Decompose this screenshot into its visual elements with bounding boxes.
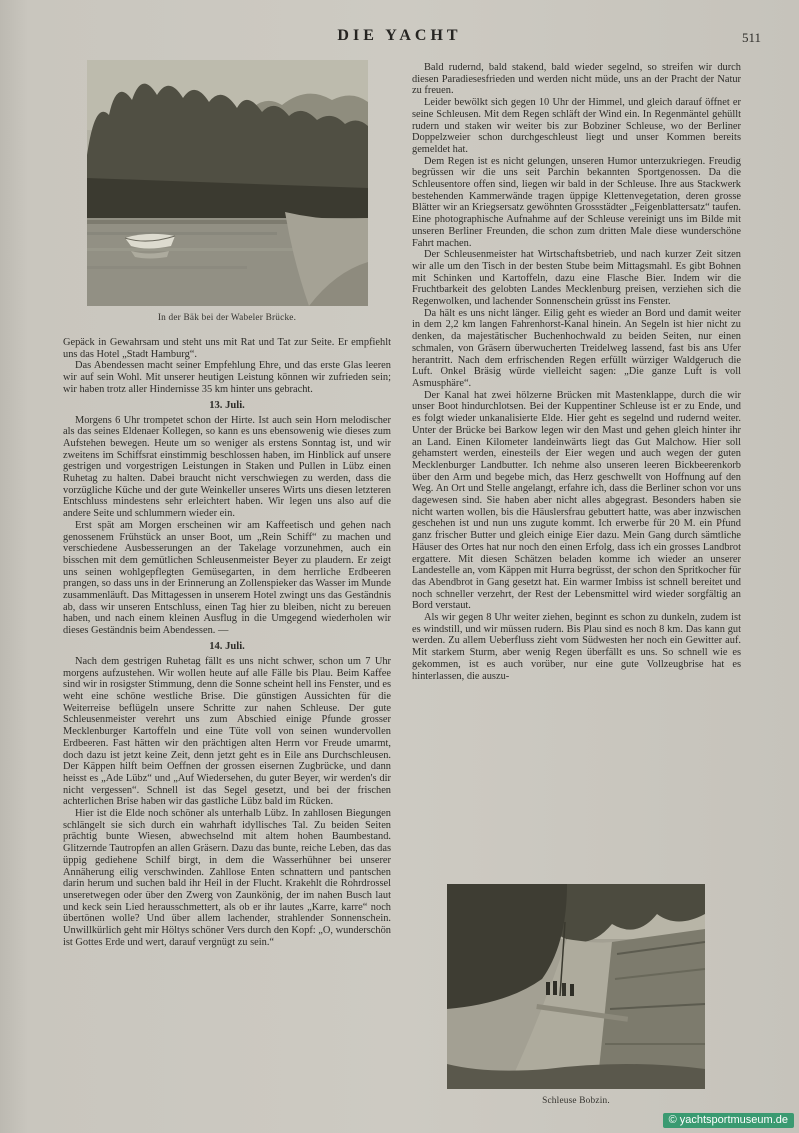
paragraph: Hier ist die Elde noch schöner als unterhalb Lübz. In zahllosen Biegungen schlängelt sie sich durch ein wahrhaft idyllisches Tal. Zu beiden Seiten prächtig bunte Wiesen, abwechselnd mit altem hohen Baumbestand. Glitzernde Tautropfen an allen Gräsern. Dazu das bunte, reiche Leben, das das üppig gediehene Schilf birgt, in dem die Wasserhühner bei unserer Annäherung eilig verschwinden. Zahllose Enten schnattern und pantschen darin herum und suchen bald ihr Heil in der Flucht. Krakehlt die Rohrdrossel unseretwegen oder über den Zwerg von Zaunkönig, der im nahen Busch laut und keck sein Lied herausschmettert, als ob er ihr lautes „Karre, karre“ noch übertönen wolle? Und über allem lachender, strahlender Sonnenschein. Unwillkürlich geht mir Höltys schöner Vers durch den Kopf: „O, wunderschön ist Gottes Erde und wert, darauf vergnügt zu sein.“ [63,808,391,948]
paragraph: Da hält es uns nicht länger. Eilig geht es wieder an Bord und damit weiter in dem 2,2 km langen Fahrenhorst-Kanal hinein. An Segeln ist hier nicht zu denken, da majestätischer Buchenhochwald zu beiden Seiten, nur einen schmalen, von Gräsern überwucherten Treidelweg lassend, fast bis ans Ufer herantritt. Nach dem erfrischenden Regen erfüllt würziger Waldgeruch die Luft. Onkel Bräsig würde vielleicht sagen: „Die ganze Luft is voll Asmusphäre“. [412,307,741,389]
paragraph: Das Abendessen macht seiner Empfehlung Ehre, und das erste Glas leeren wir auf sein Wohl. Mit unserer heutigen Leistung können wir zufrieden sein; wir haben trotz aller Hindernisse 35 km hinter uns gebracht. [63,360,391,395]
left-column-text [63,337,391,948]
paragraph: Dem Regen ist es nicht gelungen, unseren Humor unterzukriegen. Freudig begrüssen wir die uns seit Parchin bekannten Sportgenossen. Da die Schleusentore offen sind, liegen wir bald in der Schleuse. Ihre aus Stackwerk bestehenden Kammerwände tragen üppige Klettenvegetation, deren grosse Blätter wir an Kriegsersatz gewöhnten Grossstädter „Feigenblattersatz“ taufen. Eine photographische Aufnahme auf der Schleuse vereinigt uns im Bilde mit unseren Berliner Freunden, die schon zum dritten Male diese wunderschöne Fahrt machen. [412,155,741,249]
page-number: 511 [741,30,761,45]
photo-caption-top: In der Bäk bei der Wabeler Brücke. [157,313,297,323]
paragraph: Nach dem gestrigen Ruhetag fällt es uns nicht schwer, schon um 7 Uhr morgens aufzustehen. Wir wollen heute auf alle Fälle bis Plau. Beim Kaffee sind wir in rosigster Stimmung, denn die Sonne scheint hell ins Fenster, und es weht eine schöne westliche Brise. Die günstigen Aussichten für die Weiterreise beflügeln unsere Schritte zur nahen Schleuse. Der gute Schleusenmeister verehrt uns zum Abschied einige Pfunde grosser Mecklenburger Kartoffeln und eine Tüte voll von seinen wundervollen Erdbeeren. Fast hätten wir den prächtigen alten Herrn vor Freude umarmt, doch dazu ist jetzt keine Zeit, denn jetzt geht es in Eile ans Durchschleusen. Der Käppen hilft beim Oeffnen der grossen eisernen Zugbrücke, und dann heisst es „Ade Lübz“ und „Auf Wiedersehen, du guter Beyer, wir werden's dir nicht vergessen“. Schnell ist das Segel gesetzt, und bei der frischen achterlichen Brise haben wir das gastliche Lübz bald im Rücken. [63,655,391,808]
river-forest-photo-image [87,60,368,306]
paragraph: Als wir gegen 8 Uhr weiter ziehen, beginnt es schon zu dunkeln, zudem ist es windstill, und wir müssen rudern. Bis Plau sind es noch 8 km. Das kann gut werden. Zu allem Ueberfluss zieht vom Südwesten her noch ein Gewitter auf. Mit starkem Sturm, aber wenig Regen überfällt es uns. So schnell wie es gekommen, ist es auch vorüber, nur eine gute Vollzeugbrise hat es hinterlassen, die auszu- [412,612,741,682]
paragraph: Morgens 6 Uhr trompetet schon der Hirte. Ist auch sein Horn melodischer als das seines Eldenaer Kollegen, so kann es uns ebensowenig wie dieses zum Aufstehen bewegen. Heute um so weniger als erstens Sonntag ist, und wir zweitens im Schiffsrat einstimmig beschlossen haben, im Hinblick auf unsere gestrigen und vorgestrigen Leistungen in Staken und Pullen in Lübz einen Ruhetag zu halten. Dabei braucht nicht verschwiegen zu werden, dass die vorzügliche Küche und der gute Weinkeller unseres Wirts uns diesen letzteren Entschluss mindestens sehr erleichtert haben. Wir legen uns also auf die andere Seite und schlummern wieder ein. [63,414,391,520]
right-column [412,62,741,878]
paragraph: Der Schleusenmeister hat Wirtschaftsbetrieb, und nach kurzer Zeit sitzen wir alle um den Tisch in der besten Stube beim Mittagsmahl. Es gibt Bohnen mit Schinken und Kartoffeln, dazu eine Flasche Bier. Indem wir die Fruchtbarkeit des gelobten Landes Mecklenburg preisen, verziehen sich die Regenwolken, und lachender Sonnenschein grüsst ins Fenster. [412,249,741,308]
paragraph: Der Kanal hat zwei hölzerne Brücken mit Mastenklappe, durch die wir unser Boot hindurchlotsen. Bei der Kuppentiner Schleuse ist er zu Ende, und es folgt wieder unkanalisierte Elde. Hier geht es segelnd und rudernd weiter. Unter der Brücke bei Barkow legen wir den Mast und gehen gleich hinter ihr an Land. Einen Kilometer landeinwärts liegt das Gut Malchow. Hier soll gehamstert werden, einesteils der Eier wegen und auch wegen der guten Mecklenburger Landbutter. Ich nehme also unseren leeren Bickbeerenkorb über den Arm und begebe mich, das Herz geschwellt von Hoffnung auf den Weg. An Ort und Stelle angelangt, erfahre ich, dass die Berliner schon vor uns dagewesen sind. Sie haben aber nicht alles abgegrast. Besonders haben sie nicht warten wollen, bis die Häuslersfrau gebuttert hatte, was aber inzwischen geschehen ist und nun uns zugute kommt. Ich erwerbe für 20 M. ein Pfund ganz frischer Butter und gleich einige Eier dazu. Mein Gang durch sämtliche Häuser des Ortes hat nur noch den einen Erfolg, dass ich ein grosses Landbrot ergattere. Mit diesen Schätzen beladen komme ich wieder an unserer Landestelle an, vom Käppen mit Hurra begrüsst, der schon den Spritkocher für das Abendbrot in Gang gesetzt hat. Ein warmer Imbiss ist schnell bereitet und noch schneller verzehrt, der Rest der Lebensmittel wird wieder sorgfältig an Bord verstaut. [412,389,741,612]
watermark-label: © yachtsportmuseum.de [663,1113,794,1128]
canal-lock-photo-image [447,884,705,1089]
photo-river-forest [87,60,368,323]
photo-caption-bottom: Schleuse Bobzin. [542,1096,610,1106]
paragraph: Erst spät am Morgen erscheinen wir am Kaffeetisch und gehen nach genossenem Frühstück an unser Boot, um „Rein Schiff“ zu machen und verschiedene Ausbesserungen an der Takelage vorzunehmen, auch ein bisschen mit dem gemütlichen Schleusenmeister Beyer zu plaudern. Er zeigt uns seinen wohlgepflegten Gemüsegarten, in dem herrliche Erdbeeren prangen, so dass uns in der Erinnerung an Zollenspieker das Wasser im Munde zusammenläuft. Das Mittagessen in unserem Hotel zwingt uns das Geständnis ab, dass wir unseren Entschluss, einen Tag hier zu bleiben, nicht zu bereuen haben, und nach einem kleinen Ausflug in die Umgegend wiederholen wir dieses Geständnis beim Abendessen. — [63,519,391,637]
paragraph: Leider bewölkt sich gegen 10 Uhr der Himmel, und gleich darauf öffnet er seine Schleusen. Mit dem Regen schläft der Wind ein. In Regenmäntel gehüllt rudern und staken wir weiter bis zur Bobziner Schleuse, wo der Berliner Doppelzweier schon durchgeschleust liegt und unser Kommen bereits gemeldet hat. [412,97,741,155]
date-heading-13-juli: 13. Juli. [209,399,245,411]
magazine-title: DIE YACHT [337,27,462,44]
photo-canal-lock [447,884,705,1106]
paragraph: Gepäck in Gewahrsam und steht uns mit Rat und Tat zur Seite. Er empfiehlt uns das Hotel „Stadt Hamburg“. [63,337,391,360]
left-column [63,60,391,1112]
date-heading-14-juli: 14. Juli. [209,640,245,652]
paragraph: Bald rudernd, bald stakend, bald wieder segelnd, so streifen wir durch diesen Paradiesesfrieden und werden nicht müde, uns an der Pracht der Natur zu freuen. [412,62,741,97]
